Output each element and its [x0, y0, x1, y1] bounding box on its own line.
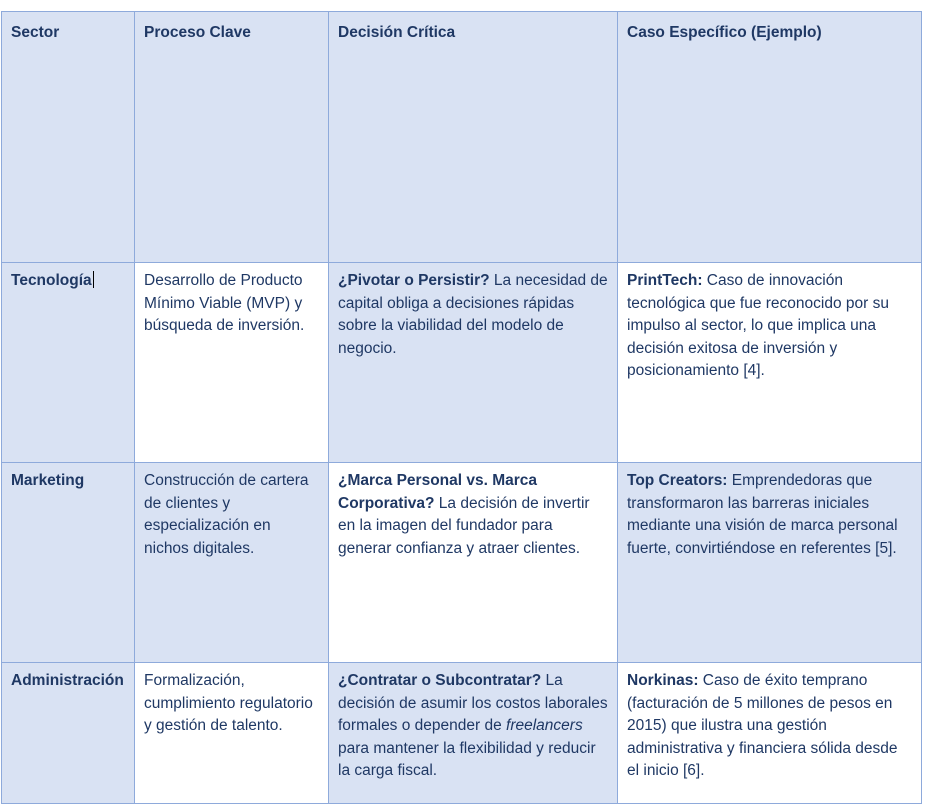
table-row: [2, 463, 922, 663]
header-decision: Decisión Crítica: [329, 12, 618, 263]
decision-label: ¿Marca Personal vs. Marca Corporativa?: [338, 472, 538, 512]
row-process-cell: Desarrollo de Producto Mínimo Viable (MVP) y búsqueda de inversión.: [135, 263, 329, 463]
row-decision-cell: ¿Contratar o Subcontratar? La decisión de asumir los costos laborales formales o depender de freelancers para mantener la flexibilidad y reducir la carga fiscal.: [329, 663, 618, 804]
row-process-cell: Construcción de cartera de clientes y especialización en nichos digitales.: [135, 463, 329, 663]
row-process-cell: Formalización, cumplimiento regulatorio y gestión de talento.: [135, 663, 329, 804]
row-decision-cell: ¿Pivotar o Persistir? La necesidad de capital obliga a decisiones rápidas sobre la viabilidad del modelo de negocio.: [329, 263, 618, 463]
case-label: PrintTech:: [627, 272, 703, 289]
case-label: Top Creators:: [627, 472, 728, 489]
row-case-cell: Top Creators: Emprendedoras que transformaron las barreras iniciales mediante una visión de marca personal fuerte, convirtiéndose en referentes [5].: [618, 463, 922, 663]
sector-decision-table: [1, 11, 922, 804]
header-sector: Sector: [2, 12, 135, 263]
row-sector-cell: Marketing: [2, 463, 135, 663]
italic-term: freelancers: [506, 717, 583, 734]
header-process: Proceso Clave: [135, 12, 329, 263]
decision-label: ¿Contratar o Subcontratar?: [338, 672, 542, 689]
row-decision-cell: ¿Marca Personal vs. Marca Corporativa? La decisión de invertir en la imagen del fundador para generar confianza y atraer clientes.: [329, 463, 618, 663]
row-sector-cell[interactable]: Tecnología: [2, 263, 135, 463]
decision-label: ¿Pivotar o Persistir?: [338, 272, 490, 289]
row-sector-cell: Administración: [2, 663, 135, 804]
header-case: Caso Específico (Ejemplo): [618, 12, 922, 263]
case-label: Norkinas:: [627, 672, 699, 689]
table-header-row: [2, 12, 922, 263]
table-row: [2, 263, 922, 463]
row-case-cell: PrintTech: Caso de innovación tecnológica que fue reconocido por su impulso al sector, lo que implica una decisión exitosa de inversión y posicionamiento [4].: [618, 263, 922, 463]
table-row: [2, 663, 922, 804]
text-cursor: [93, 271, 94, 288]
row-case-cell: Norkinas: Caso de éxito temprano (facturación de 5 millones de pesos en 2015) que ilustra una gestión administrativa y financiera sólida desde el inicio [6].: [618, 663, 922, 804]
